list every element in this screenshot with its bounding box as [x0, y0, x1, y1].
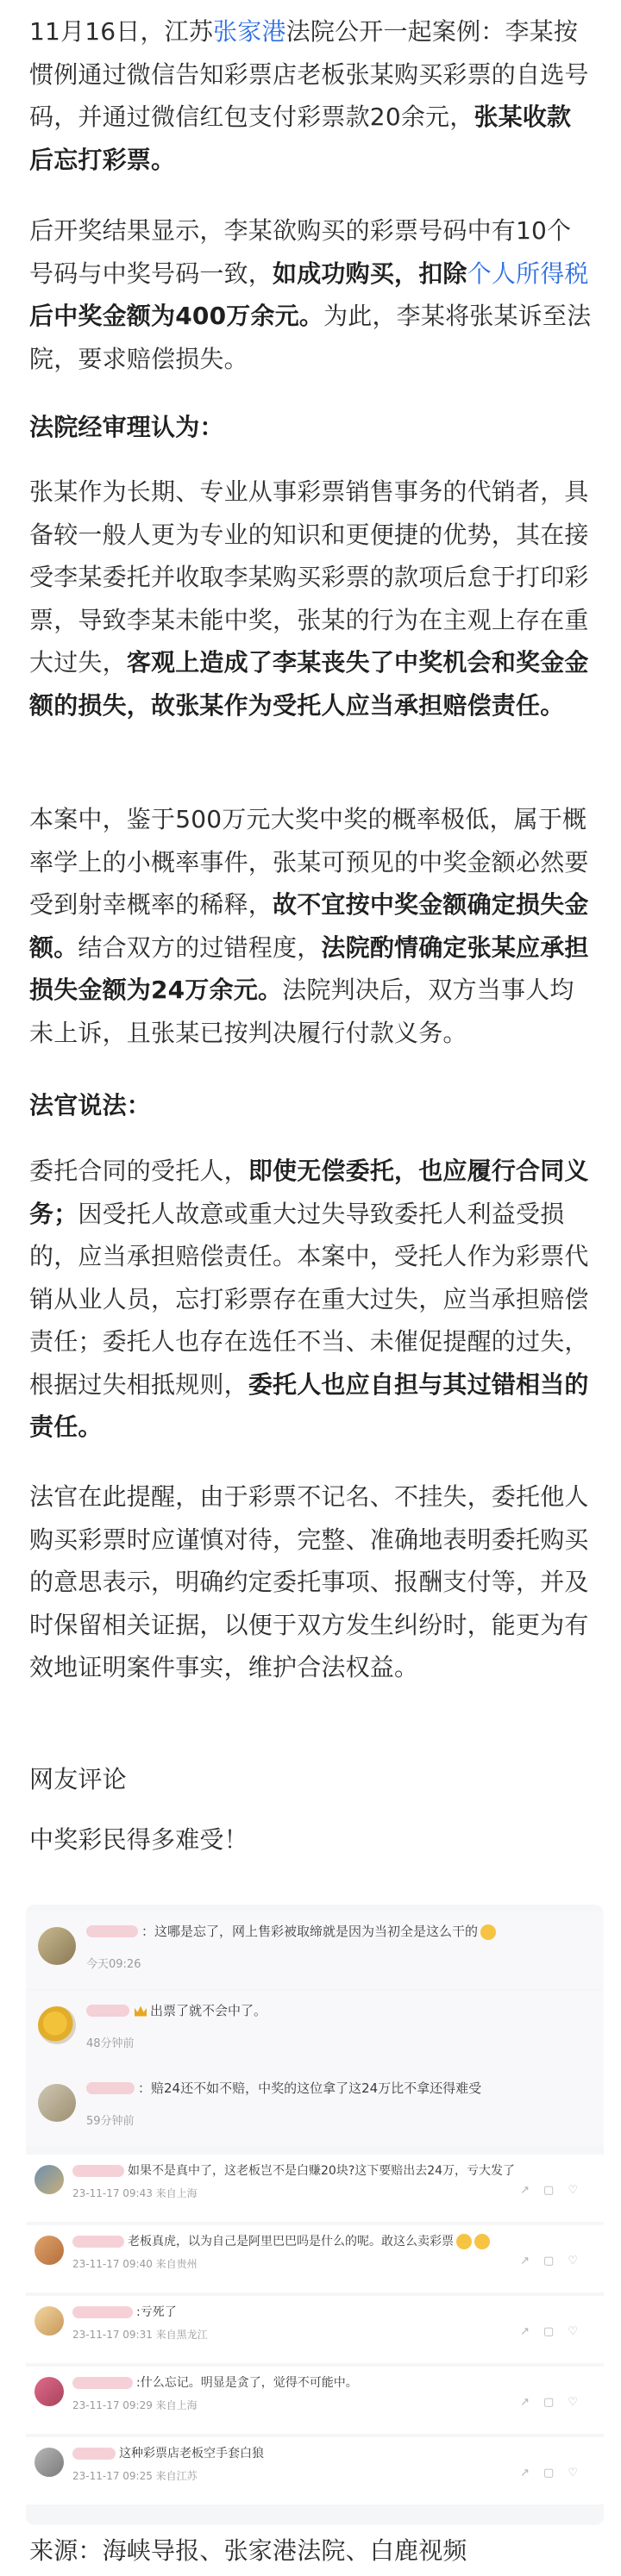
paragraph-reaction: 中奖彩民得多难受！	[29, 1825, 248, 1854]
comment-text: :亏死了	[136, 2305, 177, 2319]
p4-text-2: 结合双方的过错程度，	[78, 932, 322, 962]
comment-text: ：这哪是忘了，网上售彩被取缔就是因为当初全是这么干的	[141, 1922, 496, 1940]
comment-time: 59分钟前	[86, 2115, 135, 2128]
p2-bold: 如成功购买，扣除	[273, 259, 467, 288]
username-blurred	[86, 2005, 129, 2017]
comment-item	[26, 1912, 604, 1989]
paragraph-2	[29, 209, 592, 380]
paragraph-netizen: 网友评论	[29, 1765, 127, 1793]
comment-meta: 23-11-17 09:40 来自贵州	[72, 2258, 198, 2270]
username-blurred	[86, 1925, 138, 1937]
p1-bold: 张某收款后忘打彩票。	[29, 103, 572, 174]
username-blurred	[86, 2082, 135, 2094]
comment-text: 这种彩票店老板空手套白狼	[119, 2447, 264, 2461]
p3-text: 张某作为长期、专业从事彩票销售事务的代销者，具备较一般人更为专业的知识和更便捷的优势，其在接受李某委托并收取李某购买彩票的款项后怠于打印彩票，导致李某未能中奖，张某的行为在主观上存在重大过失，	[29, 477, 589, 677]
paragraph-5	[29, 1150, 592, 1449]
comment-meta: 23-11-17 09:31 来自黑龙江	[72, 2329, 208, 2341]
comment-actions[interactable]: ↗▢♡	[520, 2396, 592, 2409]
link-zhangjiagang[interactable]: 张家港	[213, 17, 286, 46]
p2-bold-2: 后中奖金额为400万余元。	[29, 302, 324, 330]
p5-bold-2: 委托人也应自担与其过错相当的责任。	[29, 1369, 589, 1441]
comment-item	[26, 2437, 604, 2504]
avatar[interactable]	[38, 2006, 76, 2044]
comment-item	[26, 2155, 604, 2222]
username-blurred	[72, 2306, 133, 2318]
p4-bold-2: 法院酌情确定张某应承担损失金额为24万余元。	[29, 932, 589, 1004]
username-blurred	[72, 2377, 133, 2389]
username-blurred	[72, 2236, 124, 2248]
laugh-emoji-icon	[456, 2234, 472, 2249]
comment-item	[26, 1991, 604, 2068]
avatar[interactable]	[34, 2306, 64, 2336]
p4-text-3: 法院判决后，双方当事人均未上诉，且张某已按判决履行付款义务。	[29, 976, 574, 1047]
avatar[interactable]	[38, 1927, 76, 1965]
p2-text-2: 为此，李某将张某诉至法院，要求赔偿损失。	[29, 302, 592, 373]
avatar[interactable]	[34, 2377, 64, 2406]
comment-actions[interactable]: ↗▢♡	[520, 2255, 592, 2267]
comments-screenshot	[26, 1905, 604, 2525]
comment-item	[26, 2225, 604, 2292]
paragraph-4	[29, 798, 592, 1054]
source-line: 来源：海峡导报、张家港法院、白鹿视频	[29, 2536, 467, 2565]
p4-text: 本案中，鉴于500万元大奖中奖的概率极低，属于概率学上的小概率事件，张某可预见的中奖金额必然要受到射幸概率的稀释，	[29, 805, 589, 919]
comment-actions[interactable]: ↗▢♡	[520, 2184, 592, 2197]
avatar[interactable]	[34, 2236, 64, 2265]
p1-text-2: 法院公开一起案例：李某按惯例通过微信告知彩票店老板张某购买彩票的自选号码，并通过微信红包支付彩票款20余元，	[29, 17, 589, 131]
p2-text: 后开奖结果显示，李某欲购买的彩票号码中有10个号码与中奖号码一致，	[29, 216, 572, 288]
p5-text-2: 因受托人故意或重大过失导致委托人利益受损的，应当承担赔偿责任。本案中，受托人作为彩票代销从业人员，忘打彩票存在重大过失，应当承担赔偿责任；委托人也存在选任不当、未催促提醒的过失，根据过失相抵规则，	[29, 1199, 589, 1399]
p1-text: 11月16日，江苏	[29, 17, 214, 46]
paragraph-6: 法官在此提醒，由于彩票不记名、不挂失，委托他人购买彩票时应谨慎对待，完整、准确地表明委托购买的意思表示，明确约定委托事项、报酬支付等，并及时保留相关证据，以便于双方发生纠纷时，能更为有效地证明案件事实，维护合法权益。	[29, 1482, 589, 1681]
paragraph-1	[29, 10, 592, 181]
p5-text: 委托合同的受托人，	[29, 1157, 248, 1185]
username-blurred	[72, 2448, 116, 2460]
comment-meta: 23-11-17 09:43 来自上海	[72, 2187, 198, 2199]
link-income-tax[interactable]: 个人所得税	[467, 259, 589, 288]
comment-text: 出票了就不会中了。	[135, 2001, 267, 2019]
comment-time: 48分钟前	[86, 2037, 135, 2050]
p5-bold: 即使无偿委托，也应履行合同义务；	[29, 1157, 589, 1228]
avatar[interactable]	[38, 2084, 76, 2122]
comment-meta: 23-11-17 09:25 来自江苏	[72, 2470, 198, 2482]
heading-court: 法院经审理认为：	[29, 413, 224, 441]
comment-text: ：赔24还不如不赔，中奖的这位拿了这24万比不拿还得难受	[138, 2080, 482, 2096]
comment-actions[interactable]: ↗▢♡	[520, 2325, 592, 2338]
comment-text: :什么忘记。明显是贪了，觉得不可能中。	[136, 2376, 358, 2390]
comment-time: 今天09:26	[86, 1958, 141, 1971]
comment-meta: 23-11-17 09:29 来自上海	[72, 2399, 198, 2411]
comment-item	[26, 2296, 604, 2363]
p3-bold: 客观上造成了李某丧失了中奖机会和奖金金额的损失，故张某作为受托人应当承担赔偿责任。	[29, 648, 589, 720]
avatar[interactable]	[34, 2165, 64, 2194]
comment-item	[26, 2068, 604, 2146]
comment-text: 老板真虎，以为自己是阿里巴巴吗是什么的呢。敢这么卖彩票	[128, 2232, 490, 2249]
username-blurred	[72, 2165, 124, 2177]
crown-icon	[135, 2006, 147, 2017]
comment-actions[interactable]: ↗▢♡	[520, 2467, 592, 2479]
avatar[interactable]	[34, 2448, 64, 2477]
comment-text: 如果不是真中了，这老板岂不是白赚20块?这下要赔出去24万，亏大发了	[128, 2164, 516, 2178]
comment-item	[26, 2367, 604, 2434]
heading-judge: 法官说法：	[29, 1091, 152, 1120]
laugh-emoji-icon	[474, 2234, 490, 2249]
paragraph-3	[29, 471, 592, 727]
p4-bold: 故不宜按中奖金额确定损失金额。	[29, 890, 589, 962]
smile-emoji-icon	[480, 1924, 496, 1940]
